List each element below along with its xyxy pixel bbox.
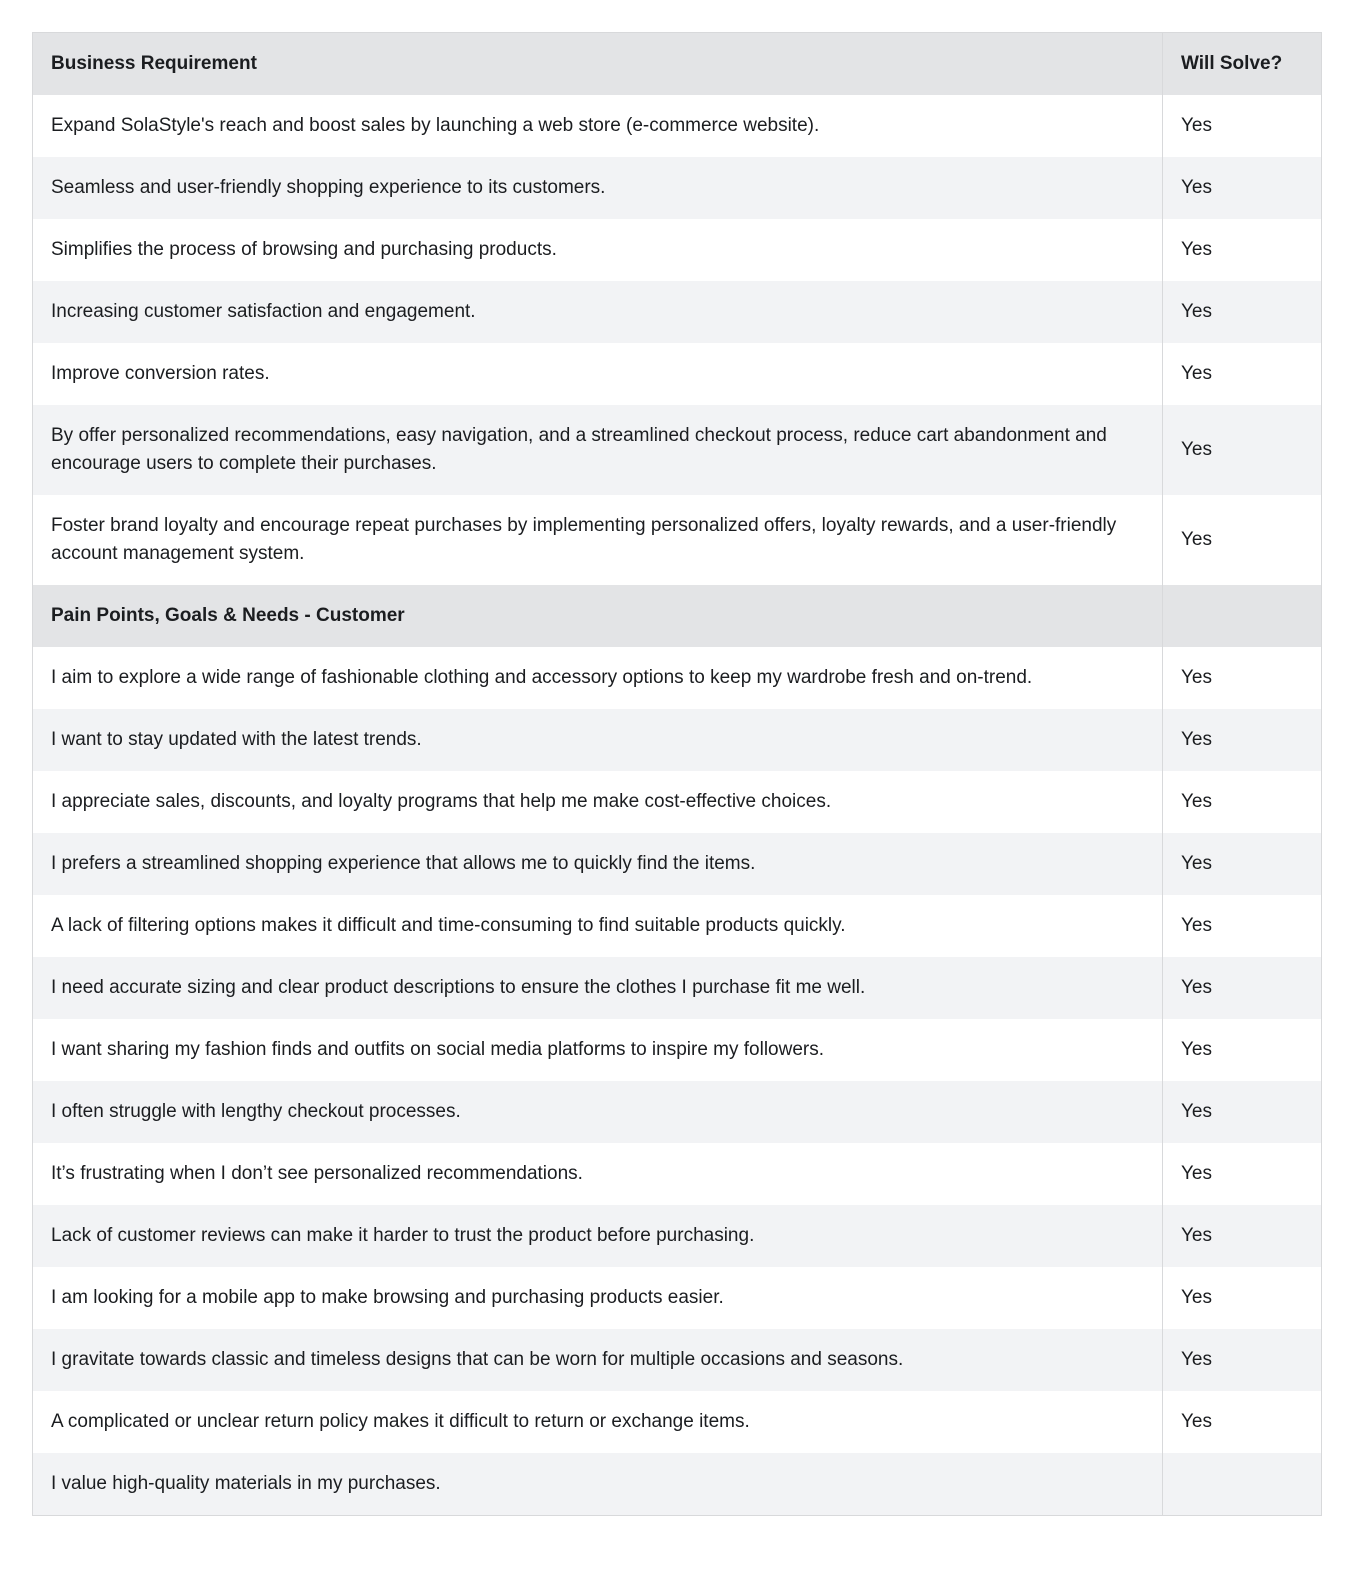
requirement-cell: I value high-quality materials in my purchases.	[33, 1453, 1163, 1516]
will-solve-cell: Yes	[1163, 1329, 1322, 1391]
will-solve-cell: Yes	[1163, 709, 1322, 771]
will-solve-cell: Yes	[1163, 495, 1322, 585]
will-solve-cell: Yes	[1163, 771, 1322, 833]
will-solve-cell: Yes	[1163, 1391, 1322, 1453]
table-row	[33, 771, 1322, 833]
requirement-cell: Simplifies the process of browsing and purchasing products.	[33, 219, 1163, 281]
will-solve-cell: Yes	[1163, 343, 1322, 405]
table-row	[33, 281, 1322, 343]
will-solve-cell: Yes	[1163, 957, 1322, 1019]
requirement-cell: I need accurate sizing and clear product descriptions to ensure the clothes I purchase fit me well.	[33, 957, 1163, 1019]
requirement-cell: By offer personalized recommendations, easy navigation, and a streamlined checkout process, reduce cart abandonment and encourage users to complete their purchases.	[33, 405, 1163, 495]
will-solve-cell: Yes	[1163, 157, 1322, 219]
will-solve-cell: Yes	[1163, 647, 1322, 709]
requirement-cell: It’s frustrating when I don’t see personalized recommendations.	[33, 1143, 1163, 1205]
will-solve-cell: Yes	[1163, 1205, 1322, 1267]
table-row	[33, 1391, 1322, 1453]
will-solve-cell: Yes	[1163, 833, 1322, 895]
requirement-cell: Seamless and user-friendly shopping experience to its customers.	[33, 157, 1163, 219]
requirement-cell: I want sharing my fashion finds and outfits on social media platforms to inspire my followers.	[33, 1019, 1163, 1081]
column-header-will-solve: Will Solve?	[1163, 33, 1322, 96]
requirements-table	[32, 32, 1322, 1516]
will-solve-cell: Yes	[1163, 219, 1322, 281]
will-solve-cell	[1163, 1453, 1322, 1516]
table-row	[33, 1143, 1322, 1205]
table-row	[33, 957, 1322, 1019]
requirement-cell: Lack of customer reviews can make it harder to trust the product before purchasing.	[33, 1205, 1163, 1267]
will-solve-cell: Yes	[1163, 281, 1322, 343]
requirement-cell: I often struggle with lengthy checkout processes.	[33, 1081, 1163, 1143]
requirement-cell: Expand SolaStyle's reach and boost sales by launching a web store (e-commerce website).	[33, 95, 1163, 157]
will-solve-cell	[1163, 585, 1322, 647]
requirement-cell: Increasing customer satisfaction and engagement.	[33, 281, 1163, 343]
table-row	[33, 1019, 1322, 1081]
requirement-cell: I prefers a streamlined shopping experience that allows me to quickly find the items.	[33, 833, 1163, 895]
will-solve-cell: Yes	[1163, 405, 1322, 495]
table-body	[33, 95, 1322, 1516]
table-row	[33, 1329, 1322, 1391]
table-row	[33, 95, 1322, 157]
requirement-cell: I want to stay updated with the latest trends.	[33, 709, 1163, 771]
will-solve-cell: Yes	[1163, 95, 1322, 157]
section-row	[33, 585, 1322, 647]
will-solve-cell: Yes	[1163, 1081, 1322, 1143]
table-row	[33, 647, 1322, 709]
table-row	[33, 1081, 1322, 1143]
requirement-cell: I am looking for a mobile app to make browsing and purchasing products easier.	[33, 1267, 1163, 1329]
header-row	[33, 33, 1322, 96]
table-row	[33, 157, 1322, 219]
will-solve-cell: Yes	[1163, 1019, 1322, 1081]
table-row	[33, 1453, 1322, 1516]
table-row	[33, 1267, 1322, 1329]
table-row	[33, 833, 1322, 895]
table-row	[33, 343, 1322, 405]
requirement-cell: A complicated or unclear return policy makes it difficult to return or exchange items.	[33, 1391, 1163, 1453]
requirement-cell: A lack of filtering options makes it difficult and time-consuming to find suitable products quickly.	[33, 895, 1163, 957]
will-solve-cell: Yes	[1163, 1267, 1322, 1329]
requirement-cell: Improve conversion rates.	[33, 343, 1163, 405]
table-row	[33, 405, 1322, 495]
column-header-business-requirement: Business Requirement	[33, 33, 1163, 96]
requirement-cell: I gravitate towards classic and timeless designs that can be worn for multiple occasions and seasons.	[33, 1329, 1163, 1391]
section-title-cell: Pain Points, Goals & Needs - Customer	[33, 585, 1163, 647]
will-solve-cell: Yes	[1163, 895, 1322, 957]
requirement-cell: I appreciate sales, discounts, and loyalty programs that help me make cost-effective choices.	[33, 771, 1163, 833]
requirement-cell: Foster brand loyalty and encourage repeat purchases by implementing personalized offers, loyalty rewards, and a user-friendly account management system.	[33, 495, 1163, 585]
will-solve-cell: Yes	[1163, 1143, 1322, 1205]
requirement-cell: I aim to explore a wide range of fashionable clothing and accessory options to keep my wardrobe fresh and on-trend.	[33, 647, 1163, 709]
table-row	[33, 219, 1322, 281]
table-row	[33, 895, 1322, 957]
table-row	[33, 1205, 1322, 1267]
table-row	[33, 495, 1322, 585]
table-row	[33, 709, 1322, 771]
